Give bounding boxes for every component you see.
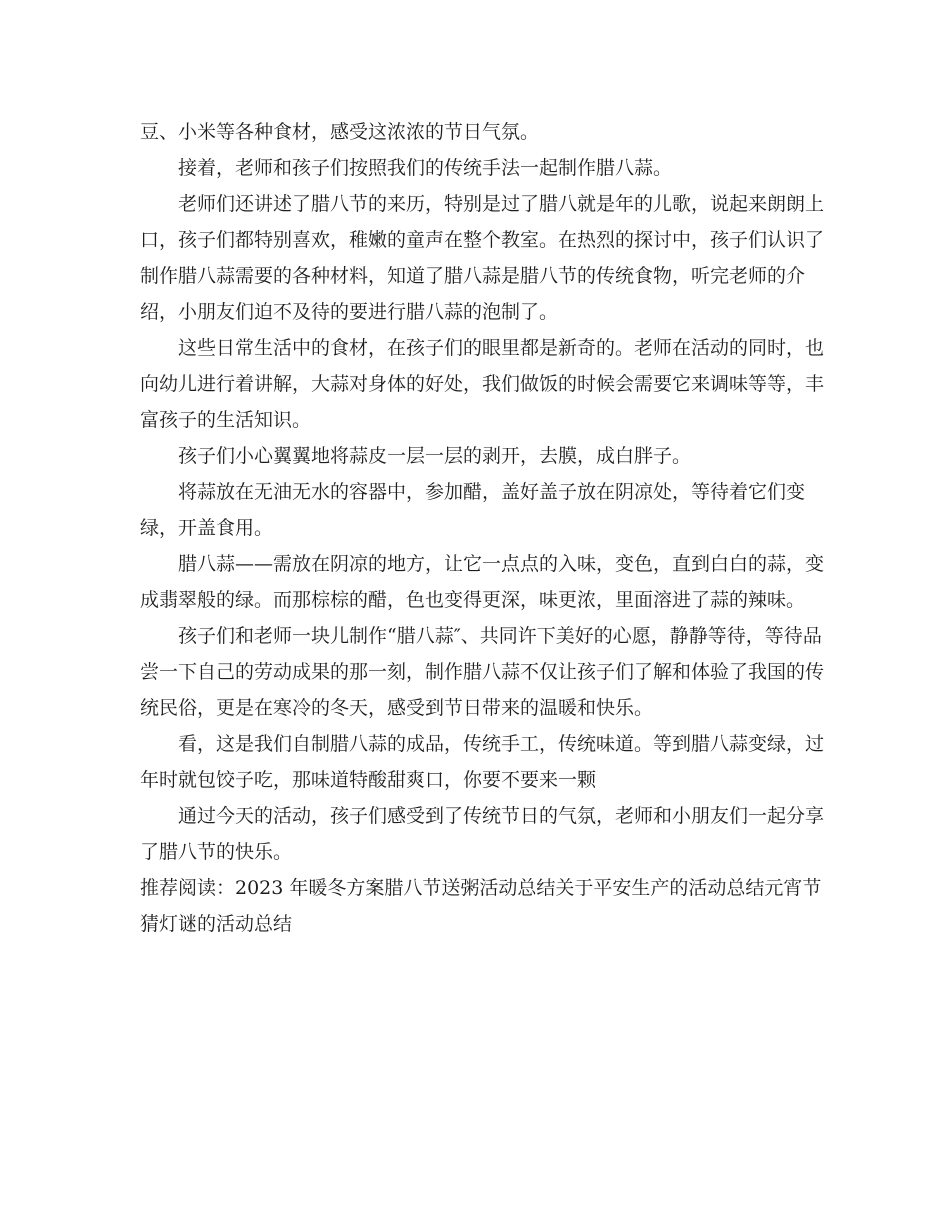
paragraph: 将蒜放在无油无水的容器中，参加醋，盖好盖子放在阴凉处，等待着它们变绿，开盖食用。: [140, 481, 806, 539]
paragraph: 孩子们小心翼翼地将蒜皮一层一层的剥开，去膜，成白胖子。: [178, 445, 692, 467]
paragraph: 通过今天的活动，孩子们感受到了传统节日的气氛，老师和小朋友们一起分享了腊八节的快乐。: [140, 805, 825, 863]
paragraph: 看，这是我们自制腊八蒜的成品，传统手工，传统味道。等到腊八蒜变绿，过年时就包饺子吃，那味道特酸甜爽口，你要不要来一颗: [140, 733, 825, 791]
paragraph: 接着，老师和孩子们按照我们的传统手法一起制作腊八蒜。: [178, 157, 673, 179]
paragraph: 老师们还讲述了腊八节的来历，特别是过了腊八就是年的儿歌，说起来朗朗上口，孩子们都特别喜欢，稚嫩的童声在整个教室。在热烈的探讨中，孩子们认识了制作腊八蒜需要的各种材料，知道了腊八蒜是腊八节的传统食物，听完老师的介绍，小朋友们迫不及待的要进行腊八蒜的泡制了。: [140, 193, 825, 323]
paragraph: 这些日常生活中的食材，在孩子们的眼里都是新奇的。老师在活动的同时，也向幼儿进行着讲解，大蒜对身体的好处，我们做饭的时候会需要它来调味等等，丰富孩子的生活知识。: [140, 337, 825, 431]
document-content: [140, 114, 824, 942]
paragraph-recommended-reading: 推荐阅读：2023 年暖冬方案腊八节送粥活动总结关于平安生产的活动总结元宵节猜灯谜的活动总结: [140, 877, 822, 935]
paragraph: 腊八蒜——需放在阴凉的地方，让它一点点的入味，变色，直到白白的蒜，变成翡翠般的绿。而那棕棕的醋，色也变得更深，味更浓，里面溶进了蒜的辣味。: [140, 553, 825, 611]
paragraph-continuation: 豆、小米等各种食材，感受这浓浓的节日气氛。: [140, 121, 540, 143]
paragraph: 孩子们和老师一块儿制作“腊八蒜″、共同许下美好的心愿，静静等待，等待品尝一下自己的劳动成果的那一刻，制作腊八蒜不仅让孩子们了解和体验了我国的传统民俗，更是在寒冷的冬天，感受到节日带来的温暖和快乐。: [140, 625, 825, 719]
